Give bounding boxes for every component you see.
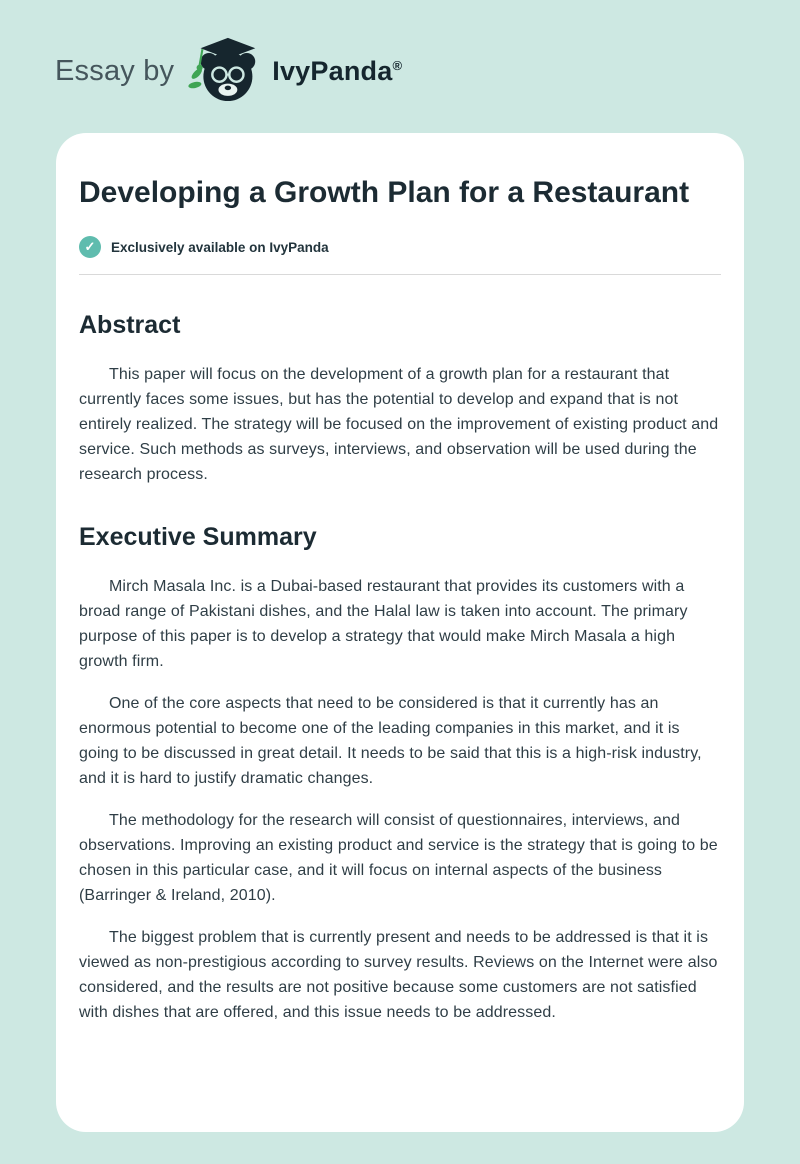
availability-badge <box>79 236 721 258</box>
brand-logo <box>188 36 402 107</box>
executive-summary-paragraph: One of the core aspects that need to be considered is that it currently has an enormous potential to become one of the leading companies in this market, and it is going to be discussed in great detail. It needs to be said that this is a high-risk industry, and it is hard to justify dramatic changes. <box>79 695 702 787</box>
executive-summary-paragraph: The biggest problem that is currently present and needs to be addressed is that it is viewed as non-prestigious according to survey results. Reviews on the Internet were also considered, and the results are not positive because some customers are not satisfied with dishes that are offered, and this issue needs to be addressed. <box>79 929 718 1021</box>
section-heading-executive-summary: Executive Summary <box>79 523 317 551</box>
registered-mark: ® <box>392 58 403 73</box>
essay-by-label: Essay by <box>55 55 175 87</box>
section-heading-abstract: Abstract <box>79 311 181 339</box>
executive-summary-paragraph: The methodology for the research will consist of questionnaires, interviews, and observations. Improving an existing product and service is the strategy that is going to be chosen in this particular case, and it will focus on internal aspects of the business (Barringer & Ireland, 2010). <box>79 812 718 904</box>
essay-card <box>56 133 744 1132</box>
site-header <box>0 0 800 133</box>
panda-graduate-icon <box>188 36 264 107</box>
divider <box>79 274 721 275</box>
availability-badge-label: Exclusively available on IvyPanda <box>111 239 329 255</box>
abstract-paragraph: This paper will focus on the development of a growth plan for a restaurant that currently faces some issues, but has the potential to develop and expand that is not entirely realized. The strategy will be focused on the improvement of existing product and service. Such methods as surveys, interviews, and observation will be used during the research process. <box>79 366 719 483</box>
executive-summary-paragraph: Mirch Masala Inc. is a Dubai-based restaurant that provides its customers with a broad range of Pakistani dishes, and the Halal law is taken into account. The primary purpose of this paper is to develop a strategy that would make Mirch Masala a high growth firm. <box>79 578 688 670</box>
check-icon: ✓ <box>79 236 101 258</box>
page-title: Developing a Growth Plan for a Restaurant <box>79 176 690 209</box>
brand-name: IvyPanda® <box>272 56 403 86</box>
